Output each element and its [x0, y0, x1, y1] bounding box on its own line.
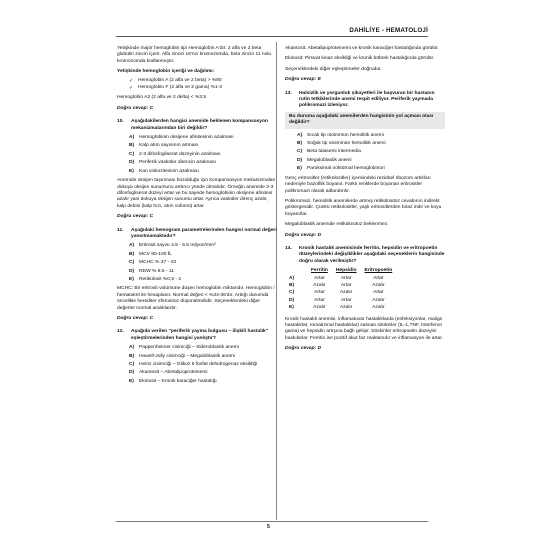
option-c: C) Heinz cisimciği – Glikoz 6 fosfat dehidrogenaz eksikliği	[129, 362, 258, 368]
option-e: E) Kan viskozitesinin azalması	[129, 168, 199, 174]
option-c: C) Beta talasemi intermedia	[297, 149, 361, 155]
question-14: 14. Kronik hastalık anemisinde ferritin, hepsidin ve eritropoetin düzeylerindeki değişiklikler aşağıdaki seçeneklerin hangisinde doğru olarak verilmiştir?	[285, 245, 445, 264]
question-11: 11. Aşağıdaki hemogram parametrelerinden hangisi normal değeri yansıtmamaktadır?	[117, 227, 277, 239]
option-b: B) MCV 80-100 fL	[129, 251, 172, 257]
footer-rule	[116, 521, 428, 522]
table-row: A) Artar Artar Artar	[289, 275, 384, 281]
answer-line: Doğru cevap: E	[285, 77, 321, 83]
option-a: A) Pappenheimer cisimciği – Sideroblastik anemi	[129, 345, 239, 351]
option-d: D) Akantosit – Abetalipoproteinemi	[129, 370, 208, 376]
column-header: Hepsidin	[335, 268, 357, 274]
option-d: D) Megaloblastik anemi	[297, 157, 352, 163]
question-12-options	[117, 345, 277, 385]
option-b: B) Howell-Jolly cisimciği – Megaloblastik anemi	[129, 353, 235, 359]
other-pairs-note: Seçeneklerdeki diğer eşleştirmeler doğrudur.	[285, 66, 382, 72]
question-11-options	[117, 243, 277, 283]
question-13-explanation-3: Megaloblastik anemide retikülositoz beklenmez.	[285, 222, 389, 228]
table-row: E) Azalır Azalır Azalır	[289, 305, 385, 311]
table-row: C) Artar Azalır Artar	[289, 290, 384, 296]
option-c: C) MCHC % 37 - 43	[129, 260, 176, 266]
question-13-options	[285, 133, 445, 173]
question-10-options	[117, 135, 277, 175]
question-10-explanation: Anemide oksijen taşınması bozulduğu için kompansasyon mekanizmaları dokuya oksijen sunumunu arttırıcı yönde olmalıdır. Örneğin anemide 2-3 difosfogliserat düzeyi artar ve bu sayede hemoglobinin oksijene afinitesi azalır yani dokuya oksijen sunumu artar. Ayrıca vasküler direnç azalır, kalp debisi (kalp hızı, atım volümü) artar.	[117, 178, 276, 209]
hb-item: ✓ Hemoglobin A (2 alfa ve 2 beta) > %90	[129, 77, 222, 84]
option-a: A) Eritrosit sayısı 4.5 - 5.5 milyon/mm³	[129, 243, 216, 249]
answer-line: Doğru cevap: C	[117, 105, 154, 111]
option-d: D) RDW % 8.5 - 11	[129, 268, 174, 274]
question-12: 12. Aşağıda verilen "periferik yayma bulgusu – ilişkili hastalık" eşleştirmelerinden hangisi yanlıştır?	[117, 329, 269, 341]
question-14-table	[285, 268, 396, 312]
question-13-prompt: Bu duruma aşağıdaki anemilerden hangisinin yol açması olası değildir?	[285, 112, 445, 129]
option-a: A) Sıcak tip otoimmün hemolitik anemi	[297, 132, 384, 138]
hba2-line: Hemoglobin A2 (2 alfa ve 2 delta) < %3.5	[117, 95, 207, 101]
option-b: B) Kalp atım sayısının artması	[129, 143, 199, 149]
right-column	[285, 46, 445, 360]
answer-line: Doğru cevap: D	[285, 232, 322, 238]
akantosit-note: Akantosit: Abetalipoproteinemi ve kronik karaciğer hastalığında görülür.	[285, 46, 439, 51]
option-b: B) Soğuk tip otoimmün hemolitik anemi	[297, 141, 386, 147]
header-rule	[116, 36, 428, 37]
hb-item: ✓ Hemoglobin F (2 alfa ve 2 gama) %1-3	[129, 85, 222, 92]
answer-line: Doğru cevap: C	[117, 214, 154, 220]
page-header-title: DAHİLİYE - HEMATOLOJİ	[349, 27, 428, 34]
column-header: Ferritin	[311, 268, 328, 274]
ekinosit-note: Ekinosit: Pirüvat kinaz eksikliği ve kronik böbrek hastalığında görülür.	[285, 56, 435, 62]
table-header-row	[285, 268, 396, 275]
option-e: E) Paroksimal noktürnal hemoglobinüri	[297, 166, 385, 172]
answer-line: Doğru cevap: C	[117, 316, 154, 321]
column-header: Eritropoetin	[364, 268, 393, 274]
question-10: 10. Aşağıdakilerden hangisi anemide beklenen kompansasyon mekanizmalarından biri değildir?	[117, 119, 268, 131]
checkmark-icon: ✓	[129, 77, 134, 84]
hb-distribution-title: Yetişkinde hemoglobin içeriği ve dağılımı:	[117, 69, 215, 75]
answer-line: Doğru cevap: D	[285, 346, 322, 352]
option-e: E) Ekinosit – Kronik karaciğer hastalığı	[129, 378, 217, 384]
page-number: 5	[267, 524, 270, 530]
option-c: C) 2-3 difosfogliserat düzeyinin azalması	[129, 151, 221, 157]
hemoglobin-intro: Yetişkinde majör hemoglobin tipi Hemoglobin A'dır. 2 alfa ve 2 beta globülin zinciri içerir. Alfa zinciri 16'ncı kromozomda, beta zinciri 11 nolu kromozomda kodlanmıştır.	[117, 46, 272, 64]
option-e: E) Retikülosit %0,5 - 2	[129, 276, 182, 282]
left-column	[117, 46, 277, 387]
option-a: A) Hemoglobinin oksijene afinitesinin azalması	[129, 135, 234, 141]
option-d: D) Periferik vasküler direncin azalması	[129, 160, 216, 166]
question-14-explanation: Kronik hastalık anemisi, inflamatuvar hastalıklarda (enfeksiyonlar, malign hastalıklar, romatizmal hastalıklar) salınan sitokinler (IL-1,TNF, İnterferon gama) ve hepsidin artışına bağlı gelişir. Sitokinler eritropoetin düzeyini baskılarlar. Ferritin ise pozitif akut faz reaktanıdır ve inflamasyon ile artar.	[285, 316, 443, 341]
question-13-explanation-2: Polikromazi, hemolitik anemilerde artmış retikülositoz cevabının indirekt göstergesidir. Çünkü retikülositler, yaşlı eritrositlerden biraz iridir ve koyu boyanırlar.	[285, 198, 442, 217]
question-13-explanation-1: Genç eritrositler (retikülositler) içerisindeki rezidüel ribozom artıkları nedeniyle bazofilik boyanır. Farklı renklerde boyanan eritrositler polikromazi olarak adlandırılır.	[285, 175, 431, 194]
checkmark-icon: ✓	[129, 85, 134, 92]
table-row: B) Azalır Artar Azalır	[289, 282, 385, 288]
question-13: 13. Halsizlik ve yorgunluk şikayetleri ile başvuran bir hastanın rutin tetkiklerinde anemi tespit ediliyor. Periferik yaymada polikromazi izleniyor.	[285, 90, 435, 109]
table-row: D) Artar Artar Azalır	[289, 297, 385, 303]
question-11-explanation: MCHC: Bir eritrosit volümüne düşen hemoglobin miktarıdır. Hemoglobin / hematokrit ile hesaplanır. Normal değeri < %34-36'dır. Arttığı durumda öncelikle herediter sferositoz düşünülmelidir. Seçeneklerdeki diğer değerler normal aralıklardır.	[117, 286, 275, 311]
